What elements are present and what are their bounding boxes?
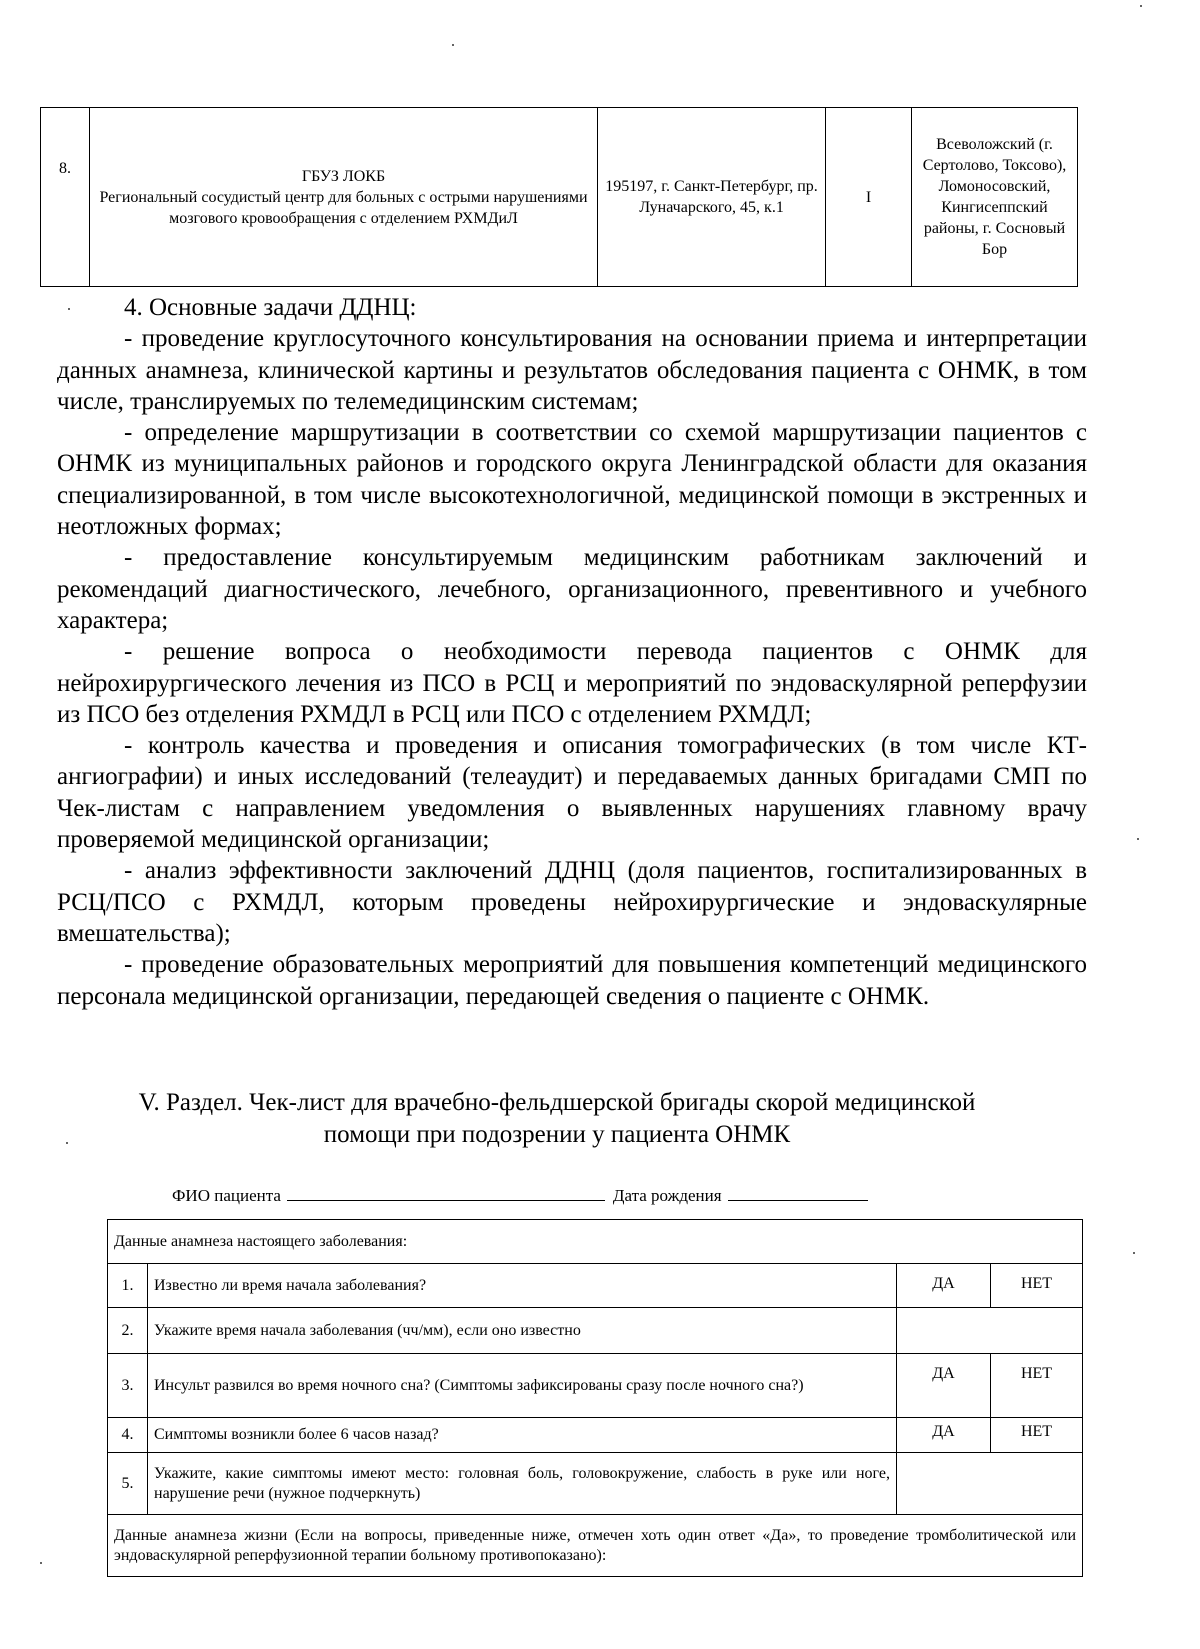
table-row	[108, 1220, 1083, 1264]
task-item: - контроль качества и проведения и описания томографических (в том числе КТ-ангиографии) и иных исследований (телеаудит) и передаваемых данных бригадами СМП по Чек-листам с направлением уведомления о выявленных нарушениях главному врачу проверяемой медицинской организации;	[57, 732, 1087, 854]
section-4-tasks	[57, 292, 1087, 1012]
task-item: - определение маршрутизации в соответствии со схемой маршрутизации пациентов с ОНМК из муниципальных районов и городского округа Ленинградской области для оказания специализированной, в том числе высокотехнологичной, медицинской помощи в экстренных и неотложных формах;	[57, 419, 1087, 541]
address-cell: 195197, г. Санкт-Петербург, пр. Луначарского, 45, к.1	[598, 108, 826, 287]
routing-table	[40, 107, 1078, 287]
organization-name: ГБУЗ ЛОКБ	[301, 167, 386, 185]
table-row	[108, 1453, 1083, 1515]
row-number: 8.	[41, 108, 90, 287]
task-item: - анализ эффективности заключений ДДНЦ (доля пациентов, госпитализированных в РСЦ/ПСО с РХМДЛ, которым проведены нейрохирургические и эндоваскулярные вмешательства);	[57, 857, 1087, 947]
fio-label: ФИО пациента	[172, 1186, 281, 1205]
title-line: помощи при подозрении у пациента ОНМК	[323, 1121, 791, 1148]
yes-option[interactable]: ДА	[897, 1418, 991, 1453]
task-item: - решение вопроса о необходимости перевода пациентов с ОНМК для нейрохирургического лечения из ПСО в РСЦ и мероприятий по эндоваскулярной реперфузии из ПСО без отделения РХМДЛ в РСЦ или ПСО с отделением РХМДЛ;	[57, 638, 1087, 728]
scan-speck	[1137, 838, 1139, 840]
yes-option[interactable]: ДА	[897, 1354, 991, 1418]
table-row	[108, 1264, 1083, 1308]
checklist-table	[107, 1219, 1083, 1577]
table-row	[108, 1515, 1083, 1577]
question-number: 5.	[108, 1453, 148, 1515]
question-text: Симптомы возникли более 6 часов назад?	[148, 1418, 897, 1453]
question-text: Укажите время начала заболевания (чч/мм), если оно известно	[148, 1308, 897, 1354]
question-number: 3.	[108, 1354, 148, 1418]
answer-field[interactable]	[897, 1453, 1083, 1515]
no-option[interactable]: НЕТ	[991, 1354, 1083, 1418]
no-option[interactable]: НЕТ	[991, 1264, 1083, 1308]
dob-field[interactable]	[728, 1184, 868, 1201]
scan-speck	[1133, 1252, 1135, 1254]
task-item: - проведение круглосуточного консультирования на основании приема и интерпретации данных анамнеза, клинической картины и результатов обследования пациента с ОНМК, в том числе, транслируемых по телемедицинским системам;	[57, 325, 1087, 415]
organization-cell	[90, 108, 598, 287]
dob-label: Дата рождения	[612, 1186, 722, 1205]
scan-speck	[40, 1562, 42, 1564]
table-row	[108, 1418, 1083, 1453]
task-item: - проведение образовательных мероприятий для повышения компетенций медицинского персонала медицинской организации, передающей сведения о пациенте с ОНМК.	[57, 951, 1087, 1010]
question-text: Укажите, какие симптомы имеют место: головная боль, головокружение, слабость в руке или ноге, нарушение речи (нужное подчеркнуть)	[148, 1453, 897, 1515]
question-number: 4.	[108, 1418, 148, 1453]
level-cell: I	[826, 108, 912, 287]
table-row	[41, 108, 1078, 287]
question-text: Известно ли время начала заболевания?	[148, 1264, 897, 1308]
organization-description: Региональный сосудистый центр для больных с острыми нарушениями мозгового кровообращения с отделением РХМДиЛ	[99, 188, 588, 227]
table-row	[108, 1308, 1083, 1354]
scan-speck	[1140, 5, 1142, 7]
section-heading: 4. Основные задачи ДДНЦ:	[124, 294, 417, 321]
disease-history-header: Данные анамнеза настоящего заболевания:	[108, 1220, 1083, 1264]
scan-speck	[452, 44, 454, 46]
scan-speck	[66, 1142, 68, 1144]
fio-field[interactable]	[287, 1184, 605, 1201]
task-item: - предоставление консультируемым медицинским работникам заключений и рекомендаций диагностического, лечебного, организационного, превентивного и учебного характера;	[57, 544, 1087, 634]
question-number: 2.	[108, 1308, 148, 1354]
districts-cell: Всеволожский (г. Сертолово, Токсово), Ломоносовский, Кингисеппский районы, г. Сосновый Бор	[912, 108, 1078, 287]
life-history-header: Данные анамнеза жизни (Если на вопросы, приведенные ниже, отмечен хоть один ответ «Да», то проведение тромболитической или эндоваскулярной реперфузионной терапии больному противопоказано):	[108, 1515, 1083, 1577]
no-option[interactable]: НЕТ	[991, 1418, 1083, 1453]
question-text: Инсульт развился во время ночного сна? (Симптомы зафиксированы сразу после ночного сна?)	[148, 1354, 897, 1418]
section-5-title	[57, 1087, 1057, 1151]
scan-speck	[68, 308, 70, 310]
table-row	[108, 1354, 1083, 1418]
answer-field[interactable]	[897, 1308, 1083, 1354]
title-line: V. Раздел. Чек-лист для врачебно-фельдшерской бригады скорой медицинской	[138, 1089, 976, 1116]
yes-option[interactable]: ДА	[897, 1264, 991, 1308]
question-number: 1.	[108, 1264, 148, 1308]
patient-info-line	[172, 1184, 868, 1207]
